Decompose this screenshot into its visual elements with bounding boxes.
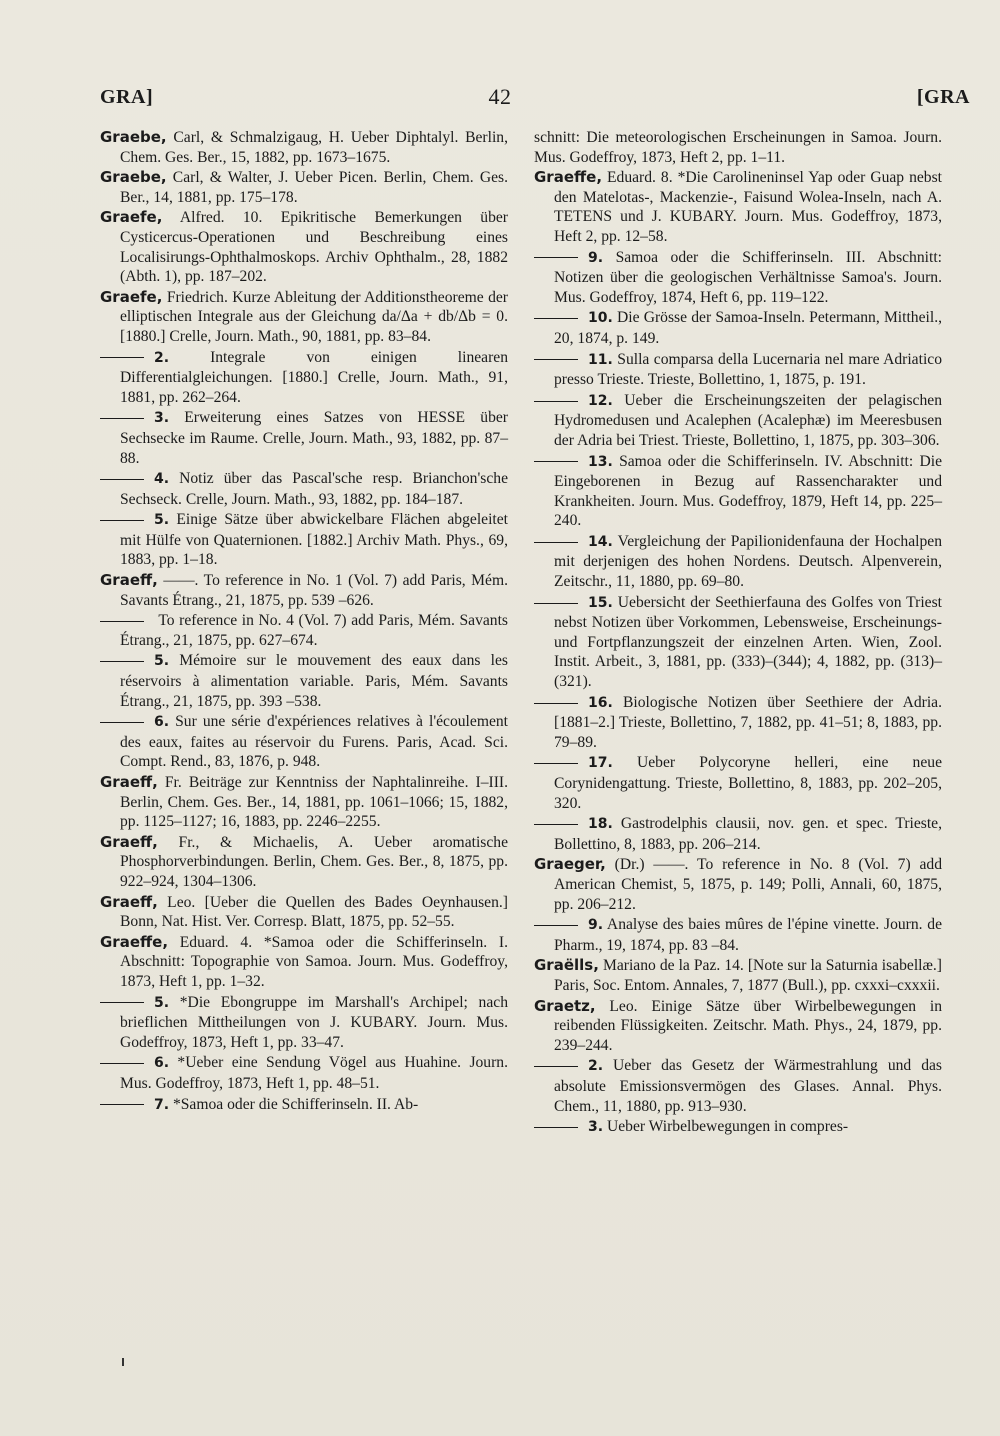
entry-text: Einige Sätze über abwickelbare Flächen abgeleitet mit Hülfe von Quaternionen. [1882.] Archiv Math. Phys., 69, 1883, pp. 1–18. [120,511,508,569]
bibliography-entry [100,893,508,932]
entry-number: 17. [588,755,613,772]
entry-text: Uebersicht der Seethierfauna des Golfes von Triest nebst Notizen über Vorkommen, Lebensweise, Erscheinungs- und Fortpflanzungszeit der einzelnen Arten. Wien, Zool. Instit. Arbeit., 3, 1881, pp. (333)–(344); 4, 1882, pp. (313)–(321). [554,593,942,691]
author-surname: Graeffe, [100,932,169,951]
entry-number: 4. [154,471,170,488]
bibliography-entry [100,128,508,167]
bibliography-entry [100,993,508,1053]
ditto-rule [534,257,578,258]
ditto-rule [534,401,578,402]
entry-text: schnitt: Die meteorologischen Erscheinungen in Samoa. Journ. Mus. Godeffroy, 1873, Heft 2, pp. 1–11. [534,129,942,166]
bibliography-entry [100,1095,508,1116]
entry-number: 6. [154,1055,170,1072]
entry-number: 14. [588,533,613,550]
entry-text: Fr., & Michaelis, A. Ueber aromatische Phosphorverbindungen. Berlin, Chem. Ges. Ber., 8, 1875, pp. 922–924, 1304–1306. [120,833,508,890]
entry-number: 5. [154,512,170,529]
entry-number: 9. [588,249,604,266]
bibliography-entry [534,956,942,995]
bibliography-entry [100,712,508,772]
entry-number: 7. [154,1096,170,1113]
bibliography-entry [534,814,942,854]
entry-number: 16. [588,694,613,711]
bibliography-entry [100,288,508,347]
entry-text: Erweiterung eines Satzes von HESSE über Sechsecke im Raume. Crelle, Journ. Math., 93, 1882, pp. 87–88. [120,409,508,467]
entry-text: Analyse des baies mûres de l'épine vinette. Journ. de Pharm., 19, 1874, pp. 83 –84. [554,916,942,954]
entry-text: Integrale von einigen linearen Differentialgleichungen. [1880.] Crelle, Journ. Math., 91, 1881, pp. 262–264. [120,348,508,406]
left-column [100,128,508,1116]
entry-number: 18. [588,816,613,833]
bibliography-entry [534,452,942,531]
ditto-rule [100,1063,144,1064]
bibliography-entry [534,391,942,451]
ditto-rule [100,357,144,358]
author-surname: Graetz, [534,996,596,1015]
bibliography-entry [100,571,508,610]
entry-number: 9. [588,917,604,934]
entry-text: Friedrich. Kurze Ableitung der Additionstheoreme der elliptischen Integrale aus der Gleichung da/Δa + db/Δb = 0. [1880.] Crelle, Journ. Math., 90, 1881, pp. 83–84. [120,288,508,345]
ditto-rule [534,359,578,360]
entry-text: (Dr.) ——. To reference in No. 8 (Vol. 7) add American Chemist, 5, 1875, p. 149; Polli, Annali, 60, 1875, pp. 206–212. [554,856,942,913]
right-column [534,128,942,1139]
running-head-left: GRA] [100,86,154,108]
bibliography-entry [534,168,942,246]
entry-text: Ueber die Erscheinungszeiten der pelagischen Hydromedusen und Acalephen (Acalephæ) im Meeresbusen der Adria bei Triest. Trieste, Bollettino, 1, 1875, pp. 303–306. [554,391,942,449]
bibliography-entry [534,593,942,692]
author-surname: Graeff, [100,773,158,791]
entry-number: 2. [588,1058,604,1075]
ditto-rule [100,520,144,521]
author-surname: Graeff, [100,892,158,911]
ditto-rule [534,542,578,543]
bibliography-entry [100,833,508,892]
bibliography-entry [534,1056,942,1116]
entry-text: Mariano de la Paz. 14. [Note sur la Saturnia isabellæ.] Paris, Soc. Entom. Annales, 7, 1877 (Bull.), pp. cxxxi–cxxxii. [554,957,942,994]
bibliography-entry [100,773,508,832]
author-surname: Graëlls, [534,956,599,975]
ditto-rule [534,824,578,825]
entry-text: Die Grösse der Samoa-Inseln. Petermann, Mittheil., 20, 1874, p. 149. [554,309,942,347]
bibliography-entry [100,1053,508,1093]
ditto-rule [100,418,144,419]
bibliography-entry [100,348,508,408]
author-surname: Graebe, [100,128,167,146]
ditto-rule [100,722,144,723]
ditto-rule [534,318,578,319]
author-surname: Graeger, [534,855,606,874]
entry-text: Carl, & Walter, J. Ueber Picen. Berlin, Chem. Ges. Ber., 14, 1881, pp. 175–178. [120,169,508,206]
author-surname: Graebe, [100,168,167,187]
author-surname: Graeff, [100,832,158,851]
bibliography-entry [534,350,942,390]
entry-text: Vergleichung der Papilionidenfauna der Hochalpen mit derjenigen des hohen Nordens. Deutsch. Alpenverein, Zeitschr., 11, 1880, pp. 69–80. [554,532,942,591]
ditto-rule [100,1002,144,1003]
entry-text: *Ueber eine Sendung Vögel aus Huahine. Journ. Mus. Godeffroy, 1873, Heft 1, pp. 48–51. [120,1054,508,1092]
bibliography-entry [100,933,508,992]
ditto-rule [534,603,578,604]
ditto-rule [100,1104,144,1105]
entry-text: Ueber das Gesetz der Wärmestrahlung und das absolute Emissionsvermögen des Glases. Annal. Phys. Chem., 11, 1880, pp. 913–930. [554,1057,942,1115]
running-head-right: [GRA [916,86,970,108]
entry-text: Notiz über das Pascal'sche resp. Brianchon'sche Sechseck. Crelle, Journ. Math., 93, 1882, pp. 184–187. [120,470,508,508]
entry-text: *Samoa oder die Schifferinseln. II. Ab- [169,1095,419,1113]
entry-text: Ueber Wirbelbewegungen in compres- [603,1118,849,1136]
bibliography-entry [534,532,942,592]
ditto-rule [100,621,144,622]
entry-text: *Die Ebongruppe im Marshall's Archipel; nach brieflichen Mittheilungen von J. KUBARY. Journ. Mus. Godeffroy, 1873, Heft 1, pp. 33–47. [120,993,508,1051]
entry-number: 5. [154,653,170,670]
entry-text: Carl, & Schmalzigaug, H. Ueber Diphtalyl. Berlin, Chem. Ges. Ber., 15, 1882, pp. 1673–1675. [120,129,508,166]
ditto-rule [534,461,578,462]
entry-text: Leo. Einige Sätze über Wirbelbewegungen in reibenden Flüssigkeiten. Zeitschr. Math. Phys., 24, 1879, pp. 239–244. [554,997,942,1054]
entry-text: Sulla comparsa della Lucernaria nel mare Adriatico presso Trieste. Trieste, Bollettino, 1, 1875, p. 191. [554,350,942,389]
author-surname: Graefe, [100,208,163,227]
bibliography-entry [100,408,508,468]
bibliography-entry [100,168,508,207]
bibliography-entry [534,915,942,955]
ditto-rule [100,661,144,662]
bibliography-entry [534,1117,942,1138]
bibliography-entry [100,611,508,650]
author-surname: Graeffe, [534,168,603,187]
bibliography-entry [534,693,942,753]
entry-number: 5. [154,994,170,1011]
bibliography-entry [534,248,942,308]
entry-number: 15. [588,594,613,611]
ditto-rule [534,1127,578,1128]
bibliography-entry [100,469,508,509]
entry-text: Leo. [Ueber die Quellen des Bades Oeynhausen.] Bonn, Nat. Hist. Ver. Corresp. Blatt, 1875, pp. 52–55. [120,893,508,931]
entry-text: Ueber Polycoryne helleri, eine neue Corynidengattung. Trieste, Bollettino, 8, 1883, pp. 202–205, 320. [554,754,942,812]
ditto-rule [534,1066,578,1067]
bibliography-entry [534,308,942,348]
entry-number: 12. [588,392,613,409]
entry-text: ——. To reference in No. 1 (Vol. 7) add Paris, Mém. Savants Étrang., 21, 1875, pp. 539 –626. [120,572,508,609]
entry-text: Eduard. 8. *Die Carolineninsel Yap oder Guap nebst den Matelotas-, Mackenzie-, Faisund Wolea-Inseln, nach A. TETENS und J. KUBARY. Journ. Mus. Godeffroy, 1873, Heft 2, pp. 12–58. [554,169,942,245]
author-surname: Graefe, [100,287,163,306]
entry-text: Fr. Beiträge zur Kenntniss der Naphtalinreihe. I–III. Berlin, Chem. Ges. Ber., 14, 1881, pp. 1061–1066; 15, 1882, pp. 1125–1127; 16, 1883, pp. 2246–2255. [120,774,508,831]
entry-text: Alfred. 10. Epikritische Bemerkungen über Cysticercus-Operationen und Beschreibung eines Localisirungs-Ophthalmoskops. Archiv Ophthalm., 28, 1882 (Abth. 1), pp. 187–202. [120,209,508,286]
ditto-rule [534,703,578,704]
bibliography-entry [534,128,942,167]
entry-text: Biologische Notizen über Seethiere der Adria. [1881–2.] Trieste, Bollettino, 7, 1882, pp. 41–51; 8, 1883, pp. 79–89. [554,693,942,751]
entry-text: Eduard. 4. *Samoa oder die Schifferinseln. I. Abschnitt: Topographie von Samoa. Journ. Mus. Godeffroy, 1873, Heft 1, pp. 1–32. [120,933,508,990]
bibliography-entry [534,855,942,914]
entry-text: Gastrodelphis clausii, nov. gen. et spec. Trieste, Bollettino, 8, 1883, pp. 206–214. [554,815,942,853]
bibliography-entry [100,208,508,286]
entry-number: 13. [588,453,613,470]
bibliography-entry [534,753,942,813]
entry-text: Samoa oder die Schifferinseln. IV. Abschnitt: Die Eingeborenen in Bezug auf Rassencharakter und Krankheiten. Journ. Mus. Godeffroy, 1879, Heft 14, pp. 225–240. [554,452,942,530]
author-surname: Graeff, [100,571,158,590]
bibliography-entry [100,651,508,711]
entry-text: Sur une série d'expériences relatives à l'écoulement des eaux, faites au réservoir du Furens. Paris, Acad. Sci. Compt. Rend., 83, 1876, p. 948. [120,713,508,771]
entry-number: 11. [588,351,613,368]
ditto-rule [100,479,144,480]
ditto-rule [534,763,578,764]
entry-number: 3. [154,410,170,427]
entry-number: 6. [154,714,170,731]
bibliography-entry [534,997,942,1056]
print-mark [122,1358,124,1366]
ditto-rule [534,925,578,926]
entry-number: 3. [588,1119,604,1136]
entry-text: Samoa oder die Schifferinseln. III. Abschnitt: Notizen über die geologischen Verhältnisse Samoa's. Journ. Mus. Godeffroy, 1874, Heft 6, pp. 119–122. [554,248,942,306]
entry-text: Mémoire sur le mouvement des eaux dans les réservoirs à alimentation variable. Paris, Mém. Savants Étrang., 21, 1875, pp. 393 –538. [120,652,508,710]
entry-number: 2. [154,349,170,366]
bibliography-entry [100,510,508,570]
page-number: 42 [488,84,512,109]
entry-text: To reference in No. 4 (Vol. 7) add Paris, Mém. Savants Étrang., 21, 1875, pp. 627–674. [120,612,508,649]
entry-number: 10. [588,310,613,327]
